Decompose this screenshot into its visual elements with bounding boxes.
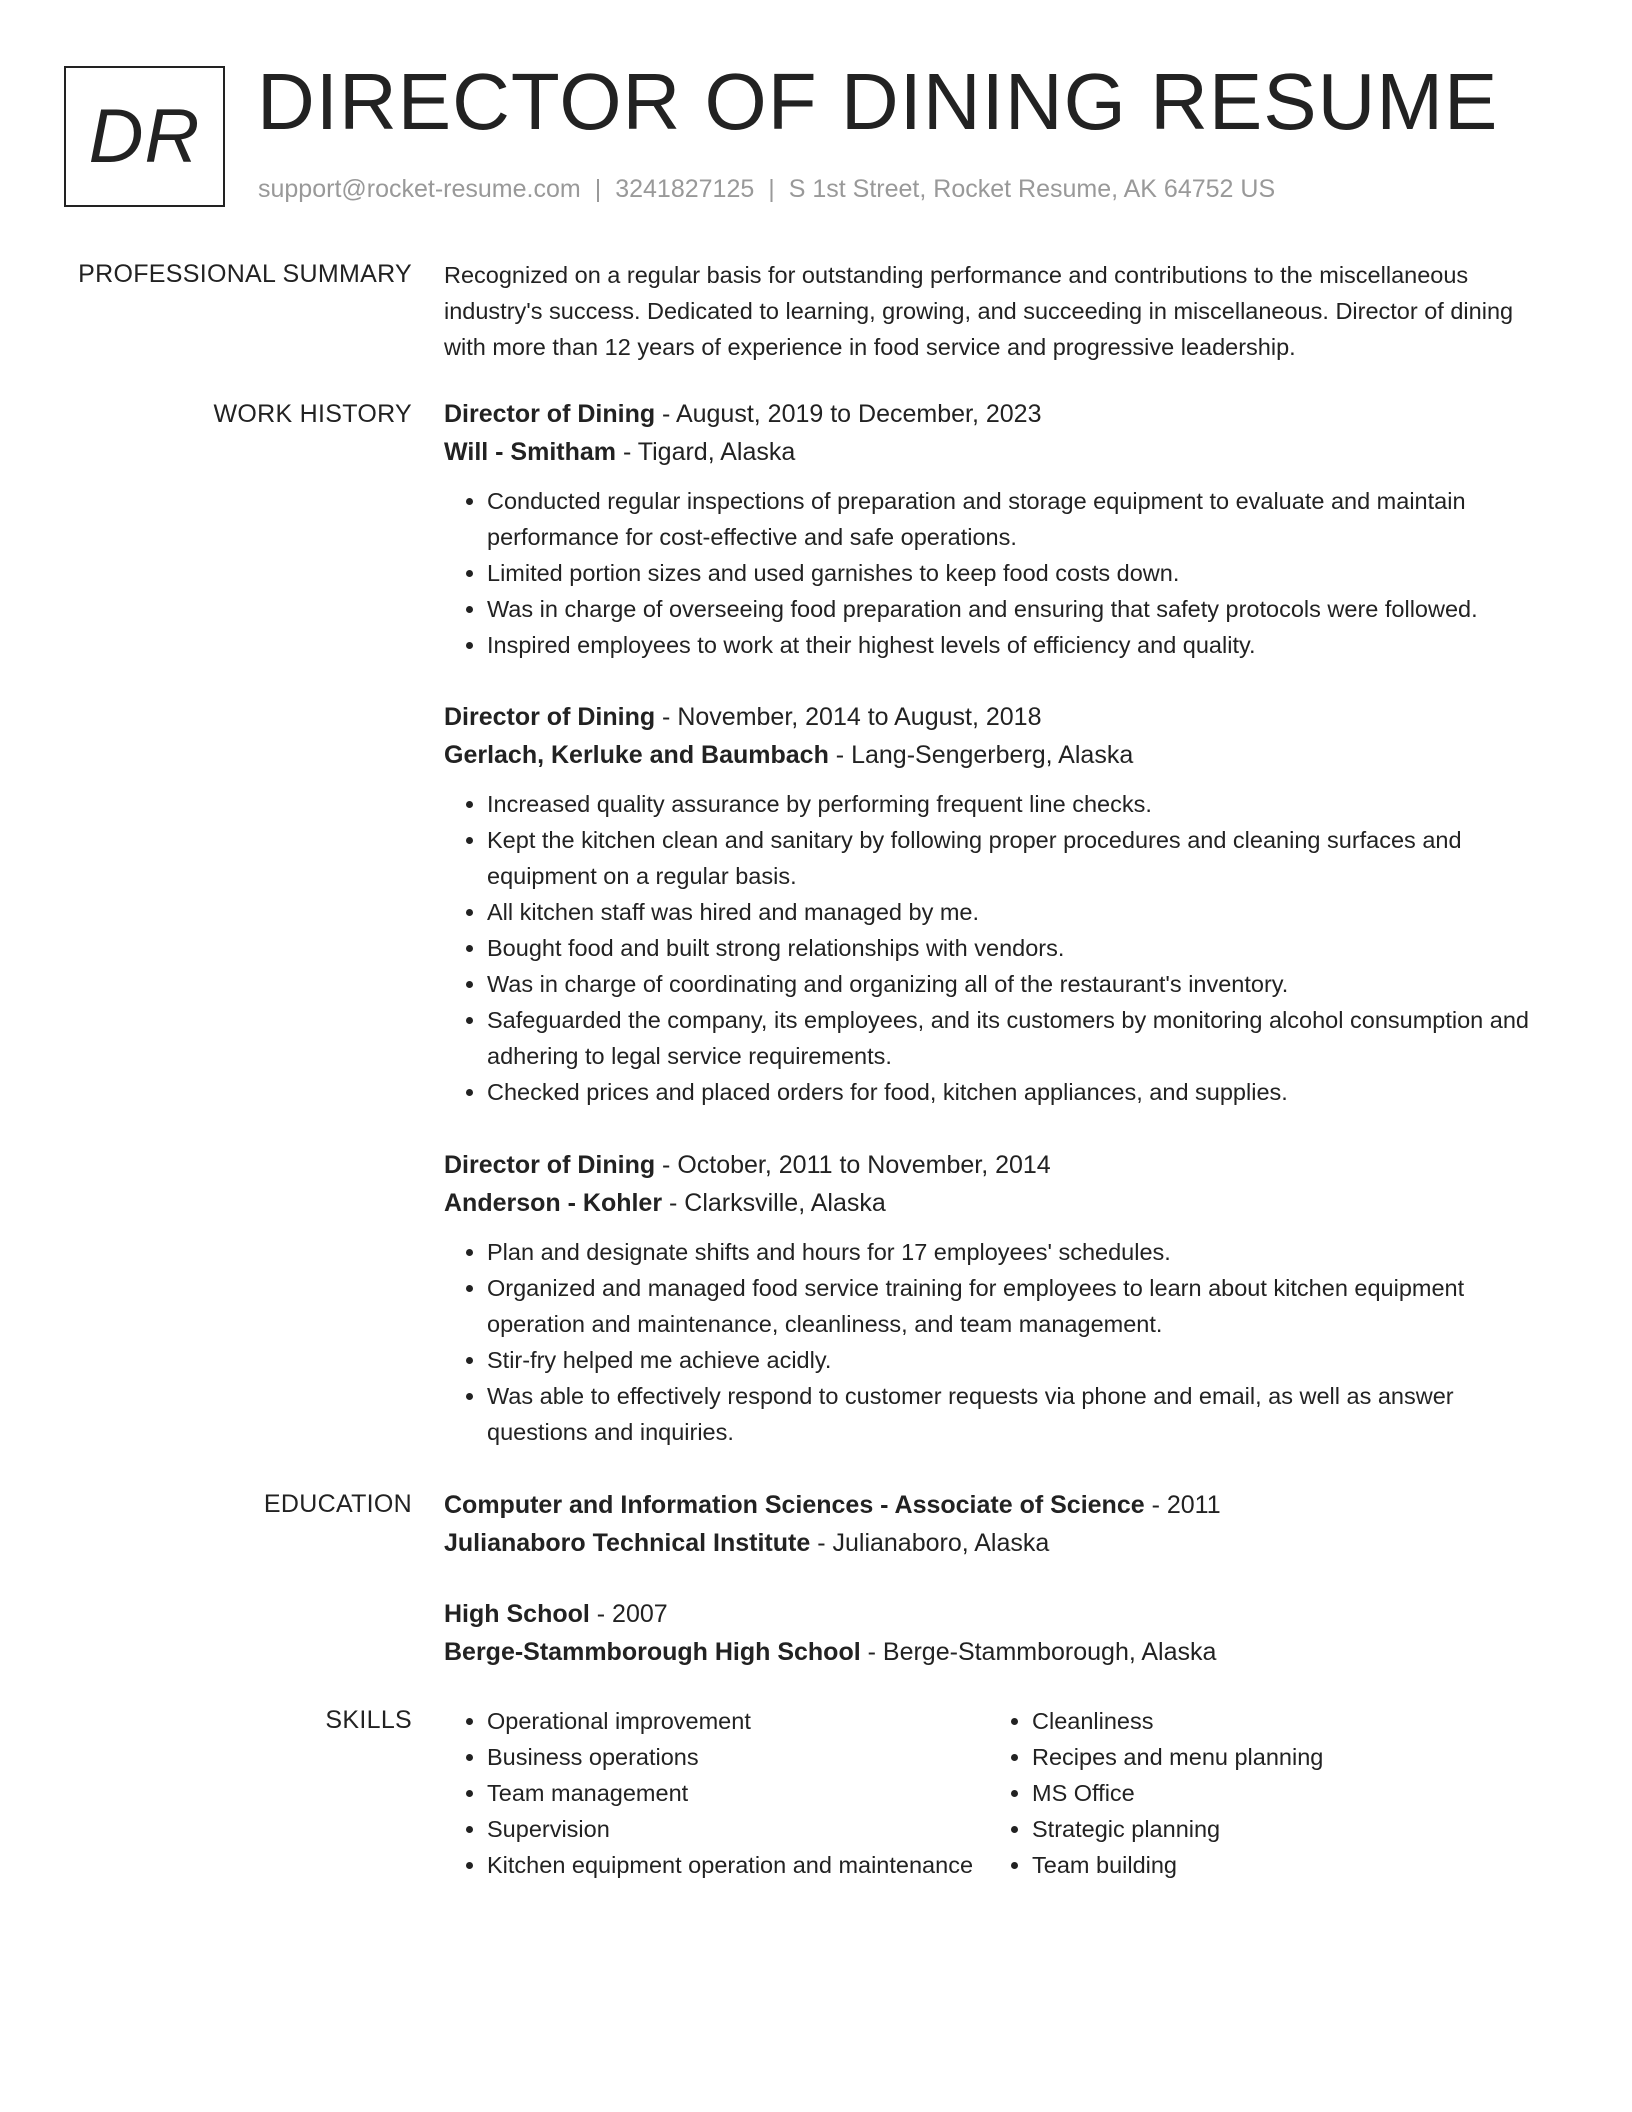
- list-item: • Checked prices and placed orders for food, kitchen appliances, and supplies.: [487, 1074, 1544, 1110]
- education-degree: High School: [444, 1600, 590, 1628]
- page-title: DIRECTOR OF DINING RESUME: [257, 57, 1499, 146]
- list-item: • Conducted regular inspections of preparation and storage equipment to evaluate and maintain performance for cost-effective and safe operations.: [487, 483, 1544, 555]
- contact-line: [258, 173, 1275, 205]
- list-item: • MS Office: [1032, 1775, 1532, 1811]
- monogram-badge: DR: [64, 66, 225, 207]
- list-item: • Business operations: [487, 1739, 989, 1775]
- job-location: - Lang-Sengerberg, Alaska: [828, 741, 1134, 769]
- contact-separator: |: [594, 175, 602, 203]
- education-degree-line: [444, 1595, 1544, 1633]
- list-item: • Team building: [1032, 1847, 1532, 1883]
- education-entry: [444, 1486, 1544, 1562]
- list-item: • Plan and designate shifts and hours for 17 employees' schedules.: [487, 1234, 1544, 1270]
- job-company: Will - Smitham: [444, 438, 617, 466]
- skills-section: [444, 1703, 1544, 1883]
- education-degree-line: [444, 1486, 1544, 1524]
- education-heading: EDUCATION: [263, 1490, 412, 1518]
- list-item: • Bought food and built strong relationships with vendors.: [487, 930, 1544, 966]
- education-year: - 2007: [589, 1600, 668, 1628]
- skills-heading: SKILLS: [325, 1706, 412, 1734]
- job-bullets: [444, 1234, 1544, 1450]
- list-item: • Cleanliness: [1032, 1703, 1532, 1739]
- contact-separator: |: [768, 175, 775, 203]
- skills-columns: [444, 1703, 1544, 1883]
- job-title: Director of Dining: [444, 703, 656, 731]
- list-item: • Team management: [487, 1775, 989, 1811]
- list-item: • Inspired employees to work at their highest levels of efficiency and quality.: [487, 627, 1544, 663]
- job-title: Director of Dining: [444, 1151, 656, 1179]
- education-location: - Berge-Stammborough, Alaska: [860, 1638, 1217, 1666]
- job-location: - Tigard, Alaska: [616, 438, 796, 466]
- job-company-line: [444, 736, 1544, 774]
- job-title-line: [444, 395, 1544, 433]
- job-location: - Clarksville, Alaska: [662, 1189, 886, 1217]
- work-history-heading: WORK HISTORY: [213, 400, 412, 428]
- education-entry: [444, 1595, 1544, 1671]
- job-entry: [444, 395, 1544, 663]
- skills-list-left: [444, 1703, 989, 1883]
- job-title-line: [444, 698, 1544, 736]
- job-company-line: [444, 433, 1544, 471]
- list-item: • Was able to effectively respond to customer requests via phone and email, as well as answer questions and inquiries.: [487, 1378, 1544, 1450]
- summary-text: Recognized on a regular basis for outstanding performance and contributions to the miscellaneous industry's success. Dedicated to learning, growing, and succeeding in miscellaneous. Director of dining with more than 12 years of experience in food service and progressive leadership.: [444, 262, 1514, 360]
- contact-phone: 3241827125: [615, 175, 755, 203]
- job-company: Gerlach, Kerluke and Baumbach: [444, 741, 829, 769]
- job-bullets: [444, 483, 1544, 663]
- list-item: • Organized and managed food service training for employees to learn about kitchen equipment operation and maintenance, cleanliness, and team management.: [487, 1270, 1544, 1342]
- job-entry: [444, 1146, 1544, 1450]
- list-item: • Recipes and menu planning: [1032, 1739, 1532, 1775]
- job-company: Anderson - Kohler: [444, 1189, 663, 1217]
- education-year: - 2011: [1144, 1491, 1221, 1519]
- skills-list-right: [989, 1703, 1532, 1883]
- job-dates: - November, 2014 to August, 2018: [655, 703, 1042, 731]
- list-item: • Was in charge of coordinating and organizing all of the restaurant's inventory.: [487, 966, 1544, 1002]
- list-item: • Increased quality assurance by performing frequent line checks.: [487, 786, 1544, 822]
- job-dates: - August, 2019 to December, 2023: [655, 400, 1042, 428]
- list-item: • Was in charge of overseeing food preparation and ensuring that safety protocols were followed.: [487, 591, 1544, 627]
- list-item: • Stir-fry helped me achieve acidly.: [487, 1342, 1544, 1378]
- education-school-line: [444, 1633, 1544, 1671]
- list-item: • All kitchen staff was hired and managed by me.: [487, 894, 1544, 930]
- job-title: Director of Dining: [444, 400, 656, 428]
- job-bullets: [444, 786, 1544, 1110]
- education-school: Berge-Stammborough High School: [444, 1638, 861, 1666]
- education-location: - Julianaboro, Alaska: [810, 1529, 1050, 1557]
- list-item: • Kitchen equipment operation and maintenance: [487, 1847, 989, 1883]
- education-degree: Computer and Information Sciences - Associate of Science: [444, 1491, 1145, 1519]
- contact-address: S 1st Street, Rocket Resume, AK 64752 US: [788, 175, 1276, 203]
- job-dates: - October, 2011 to November, 2014: [655, 1151, 1051, 1179]
- list-item: • Supervision: [487, 1811, 989, 1847]
- education-school-line: [444, 1524, 1544, 1562]
- list-item: • Operational improvement: [487, 1703, 989, 1739]
- list-item: • Kept the kitchen clean and sanitary by following proper procedures and cleaning surfaces and equipment on a regular basis.: [487, 822, 1544, 894]
- summary-section: [444, 257, 1544, 365]
- summary-heading: PROFESSIONAL SUMMARY: [78, 260, 412, 288]
- list-item: • Strategic planning: [1032, 1811, 1532, 1847]
- job-entry: [444, 698, 1544, 1110]
- job-title-line: [444, 1146, 1544, 1184]
- list-item: • Limited portion sizes and used garnishes to keep food costs down.: [487, 555, 1544, 591]
- education-school: Julianaboro Technical Institute: [444, 1529, 811, 1557]
- contact-email: support@rocket-resume.com: [258, 175, 581, 203]
- list-item: • Safeguarded the company, its employees, and its customers by monitoring alcohol consumption and adhering to legal service requirements.: [487, 1002, 1544, 1074]
- job-company-line: [444, 1184, 1544, 1222]
